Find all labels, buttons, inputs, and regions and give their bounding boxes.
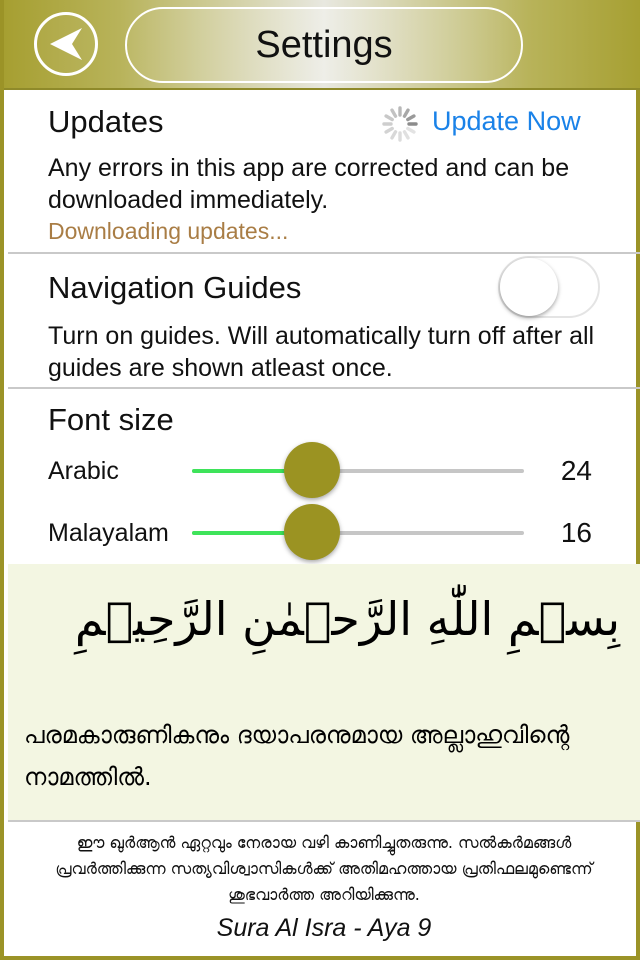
navigation-bar xyxy=(4,0,640,90)
malayalam-slider-label: Malayalam xyxy=(48,519,169,547)
toggle-knob xyxy=(500,258,558,316)
font-size-title: Font size xyxy=(48,402,174,437)
navigation-guides-toggle[interactable] xyxy=(498,256,600,318)
verse-text: ഈ ഖുര്‍ആന്‍ ഏറ്റവും നേരായ വഴി കാണിച്ചുതരുന്നു. സല്‍കര്‍മങ്ങള്‍ പ്രവര്‍ത്തിക്കുന്ന സത്യവിശ്വാസികള്‍ക്ക് അതിമഹത്തായ പ്രതിഫലമുണ്ടെന്ന് ശുഭവാര്‍ത്ത അറിയിക്കുന്നു. xyxy=(55,833,593,904)
updates-description: Any errors in this app are corrected and can be downloaded immediately. xyxy=(48,154,570,214)
malayalam-preview-text: പരമകാരുണികനും ദയാപരനുമായ അല്ലാഹുവിന്റെ നാമത്തിൽ. xyxy=(24,721,570,791)
section-divider xyxy=(8,252,640,254)
page-title: Settings xyxy=(125,7,523,83)
back-arrow-icon xyxy=(46,24,86,64)
updates-title: Updates xyxy=(48,104,164,139)
malayalam-slider-track[interactable] xyxy=(192,531,524,535)
footer-divider xyxy=(8,820,640,822)
arabic-slider-thumb[interactable] xyxy=(284,442,340,498)
arabic-preview-text: بِسۡمِ اللّٰهِ الرَّحۡمٰنِ الرَّحِيۡمِ xyxy=(74,592,620,646)
arabic-size-value: 24 xyxy=(560,455,592,486)
section-divider xyxy=(8,387,640,389)
back-button[interactable] xyxy=(34,12,98,76)
arabic-slider-label: Arabic xyxy=(48,457,119,485)
malayalam-size-value: 16 xyxy=(560,517,592,548)
loading-spinner-icon xyxy=(381,105,419,143)
malayalam-slider-thumb[interactable] xyxy=(284,504,340,560)
update-now-button[interactable]: Update Now xyxy=(432,106,581,136)
font-preview-panel xyxy=(8,564,640,820)
navigation-guides-title: Navigation Guides xyxy=(48,270,302,305)
arabic-slider-track[interactable] xyxy=(192,469,524,473)
download-status: Downloading updates... xyxy=(48,218,289,244)
navigation-guides-description: Turn on guides. Will automatically turn off after all guides are shown atleast once. xyxy=(48,322,595,382)
verse-reference: Sura Al Isra - Aya 9 xyxy=(216,914,432,942)
